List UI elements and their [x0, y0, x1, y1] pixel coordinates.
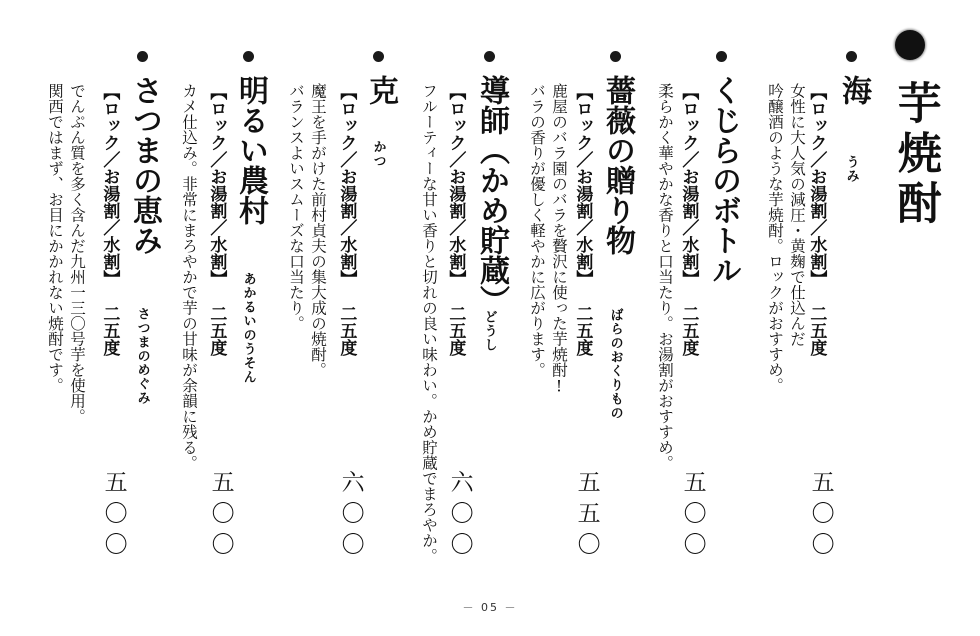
item-serving-styles: 【ロック／お湯割／水割】 [336, 83, 357, 287]
item-price: 五〇〇 [100, 470, 127, 563]
item-bullet-dot [716, 51, 727, 62]
item-serving-styles: 【ロック／お湯割／水割】 [678, 83, 699, 287]
item-description [418, 83, 440, 564]
item-name: くじらのボトル [706, 75, 741, 285]
item-description-line: でんぷん質を多く含んだ九州一三〇号芋を使用。 [68, 83, 86, 424]
item-reading: さつまのめぐみ [134, 307, 150, 405]
item-description-line: フルーティーな甘い香りと切れの良い味わい。かめ貯蔵でまろやか。 [420, 83, 438, 564]
item-bullet-dot [846, 51, 857, 62]
item-description [44, 83, 88, 424]
item-serving-styles: 【ロック／お湯割／水割】 [206, 83, 227, 287]
item-description [654, 83, 676, 471]
item-abv: 二五度 [206, 305, 227, 356]
item-price: 五五〇 [573, 470, 600, 563]
item-price: 五〇〇 [207, 470, 234, 563]
item-price: 五〇〇 [679, 470, 706, 563]
item-bullet-dot [610, 51, 621, 62]
item-name: 導師（かめ貯蔵） [474, 75, 509, 315]
item-price: 五〇〇 [807, 470, 834, 563]
item-abv: 二五度 [445, 305, 466, 356]
item-price: 六〇〇 [446, 470, 473, 563]
item-description-line: バランスよいスムーズな口当たり。 [287, 83, 305, 331]
item-description [178, 83, 200, 471]
item-name: 克 [363, 75, 398, 105]
item-abv: 二五度 [336, 305, 357, 356]
item-description-line: 関西ではまず、お目にかかれない焼酎です。 [46, 83, 64, 393]
item-reading: あかるいのうそん [240, 272, 256, 384]
item-name: 海 [836, 75, 871, 105]
item-serving-styles: 【ロック／お湯割／水割】 [806, 83, 827, 287]
item-abv: 二五度 [678, 305, 699, 356]
item-description [526, 83, 570, 396]
item-serving-styles: 【ロック／お湯割／水割】 [99, 83, 120, 287]
item-serving-styles: 【ロック／お湯割／水割】 [572, 83, 593, 287]
item-bullet-dot [373, 51, 384, 62]
item-abv: 二五度 [806, 305, 827, 356]
page-title: 芋焼酎 [889, 80, 941, 230]
page-number: － 05 － [462, 601, 518, 614]
item-bullet-dot [484, 51, 495, 62]
item-description [764, 83, 808, 393]
item-description-line: 魔王を手がけた前村貞夫の集大成の焼酎。 [309, 83, 327, 378]
item-reading: ばらのおくりもの [607, 308, 623, 420]
item-description-line: 吟醸酒のような芋焼酎。ロックがおすすめ。 [766, 83, 784, 393]
title-ink-dot [895, 30, 925, 60]
item-abv: 二五度 [99, 305, 120, 356]
item-description-line: カメ仕込み。非常にまろやかで芋の甘味が余韻に残る。 [180, 83, 198, 471]
item-reading: かつ [370, 140, 386, 168]
item-name: さつまの恵み [127, 75, 162, 255]
item-bullet-dot [137, 51, 148, 62]
item-description-line: バラの香りが優しく軽やかに広がります。 [528, 83, 546, 378]
item-description-line: 鹿屋のバラ園のバラを贅沢に使った芋焼酎! [550, 83, 568, 396]
item-reading: うみ [843, 155, 859, 183]
item-name: 明るい農村 [233, 75, 268, 225]
item-abv: 二五度 [572, 305, 593, 356]
item-bullet-dot [243, 51, 254, 62]
item-description-line: 女性に大人気の減圧・黄麹で仕込んだ [788, 83, 806, 347]
item-reading: どうし [481, 310, 497, 352]
item-description-line: 柔らかく華やかな香りと口当たり。お湯割がおすすめ。 [656, 83, 674, 471]
item-price: 六〇〇 [337, 470, 364, 563]
item-name: 薔薇の贈り物 [600, 75, 635, 255]
item-serving-styles: 【ロック／お湯割／水割】 [445, 83, 466, 287]
item-description [285, 83, 329, 378]
